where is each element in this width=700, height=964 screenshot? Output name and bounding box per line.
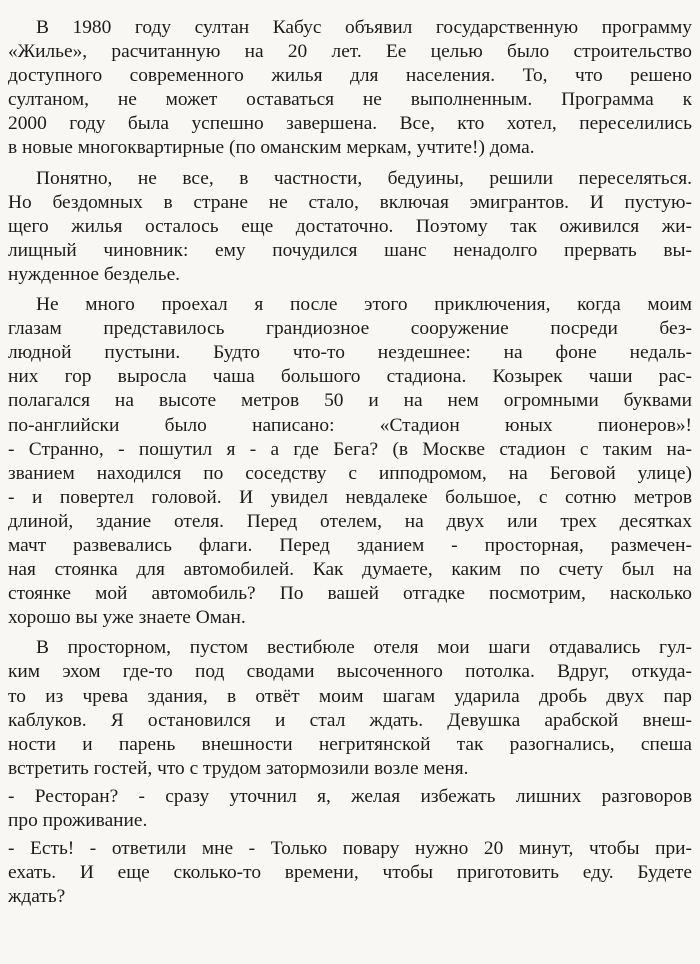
text-line: «Жилье», расчитанную на 20 лет. Ее целью было строительство [8, 41, 692, 63]
text-line: Не много проехал я после этого приключения, когда моим [36, 294, 692, 316]
text-line: ная стоянка для автомобилей. Как думаете, каким по счету был на [8, 559, 692, 581]
text-line: по-английски было написано: «Стадион юных пионеров»! [8, 414, 692, 436]
text-line: ким эхом где-то под сводами высоченного потолка. Вдруг, откуда- [8, 661, 692, 683]
text-line: - и повертел головой. И увидел невдалеке большое, с сотню метров [8, 486, 692, 508]
text-line: полагался на высоте метров 50 и на нем огромными буквами [8, 390, 692, 412]
text-line: глазам представилось грандиозное сооружение посреди без- [8, 318, 692, 340]
text-line: - Странно, - пошутил я - а где Бега? (в Москве стадион с таким на- [8, 438, 692, 460]
text-line: то из чрева здания, в отвёт моим шагам ударила дробь двух пар [8, 685, 692, 707]
text-line: званием находился по соседству с ипподромом, на Беговой улице) [8, 462, 692, 484]
paragraph-5 [8, 785, 692, 833]
text-line: доступного современного жилья для населения. То, что решено [8, 65, 692, 87]
text-line: - Ресторан? - сразу уточнил я, желая избежать лишних разговоров [8, 785, 692, 807]
text-line: Но бездомных в стране не стало, включая эмигрантов. И пустую- [8, 191, 692, 213]
text-line: в новые многоквартирные (по оманским меркам, учтите!) дома. [8, 137, 535, 159]
paragraph-6 [8, 837, 692, 909]
text-line: мачт развевались флаги. Перед зданием - просторная, размечен- [8, 534, 692, 556]
text-line: лищный чиновник: ему почудился шанс ненадолго прервать вы- [8, 239, 692, 261]
paragraph-1 [8, 16, 692, 161]
text-line: щего жилья осталось еще достаточно. Поэтому так оживился жи- [8, 215, 692, 237]
text-line: ждать? [8, 886, 66, 908]
text-line: ехать. И еще сколько-то времени, чтобы приготовить еду. Будете [8, 862, 692, 884]
text-line: ности и парень внешности негритянской так разогнались, спеша [8, 733, 692, 755]
text-line: - Есть! - ответили мне - Только повару нужно 20 минут, чтобы при- [8, 838, 692, 860]
text-line: длиной, здание отеля. Перед отелем, на двух или трех десятках [8, 510, 692, 532]
text-line: хорошо вы уже знаете Оман. [8, 607, 246, 629]
text-line: каблуков. Я остановился и стал ждать. Девушка арабской внеш- [8, 709, 692, 731]
text-line: Понятно, не все, в частности, бедуины, решили переселяться. [36, 167, 692, 189]
text-line: султаном, не может оставаться не выполненным. Программа к [8, 89, 692, 111]
text-line: них гор выросла чаша большого стадиона. Козырек чаши рас- [8, 366, 692, 388]
text-line: нужденное безделье. [8, 263, 181, 285]
text-line: В просторном, пустом вестибюле отеля мои шаги отдавались гул- [36, 637, 692, 659]
text-line: 2000 году была успешно завершена. Все, кто хотел, переселились [8, 113, 692, 135]
text-line: встретить гостей, что с трудом затормозили возле меня. [8, 757, 469, 779]
paragraph-3 [8, 293, 692, 630]
text-line: стоянке мой автомобиль? По вашей отгадке посмотрим, насколько [8, 583, 692, 605]
paragraph-4 [8, 636, 692, 781]
text-line: людной пустыни. Будто что-то нездешнее: на фоне недаль- [8, 342, 692, 364]
paragraph-2 [8, 167, 692, 287]
text-line: про проживание. [8, 810, 148, 831]
text-line: В 1980 году султан Кабус объявил государственную программу [36, 17, 692, 38]
